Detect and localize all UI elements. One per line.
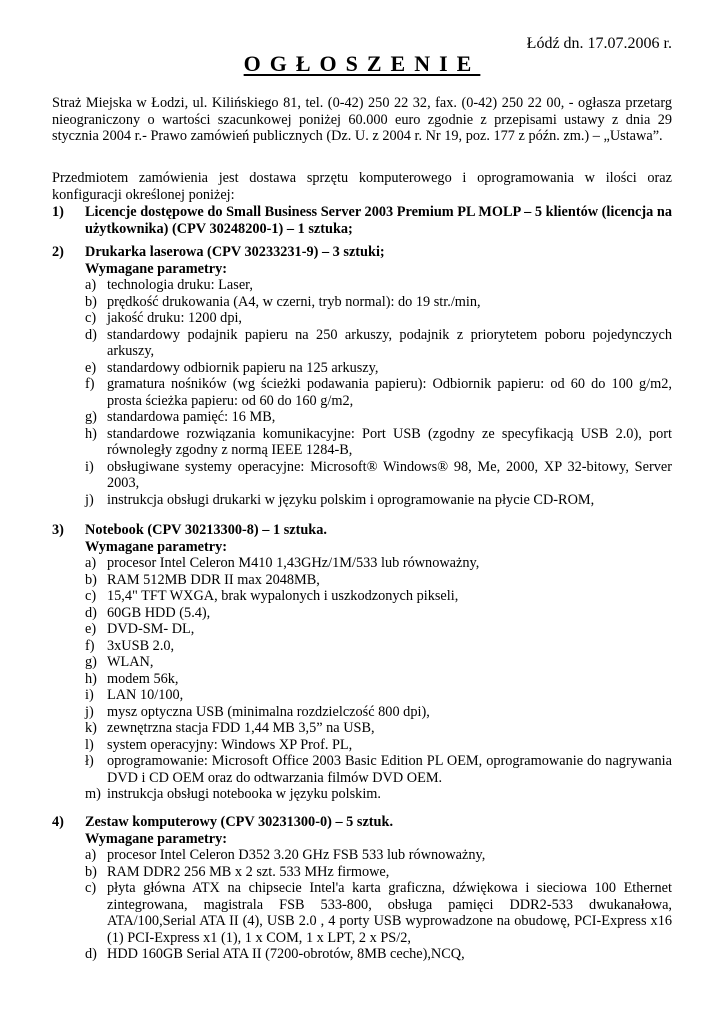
list-item [85,737,672,754]
item-label: b) [85,293,97,310]
item-label: g) [85,409,97,425]
list-item [85,864,672,881]
item-text: oprogramowanie: Microsoft Office 2003 Basic Edition PL OEM, oprogramowanie do nagrywania DVD i CD OEM oraz do odtwarzania filmów DVD OEM. [107,753,672,786]
section-title: Zestaw komputerowy (CPV 30231300-0) – 5 sztuk. [85,814,394,830]
item-text: instrukcja obsługi notebooka w języku polskim. [107,786,381,802]
item-text: procesor Intel Celeron D352 3.20 GHz FSB 533 lub równoważny, [107,847,486,863]
item-text: prędkość drukowania (A4, w czerni, tryb normal): do 19 str./min, [107,293,481,310]
item-label: h) [85,670,97,687]
item-text: WLAN, [107,654,154,670]
item-text: standardowe rozwiązania komunikacyjne: Port USB (zgodny ze specyfikacją USB 2.0), port równoległy zgodny z normą IEEE 1284-B, [107,425,672,458]
list-item [85,492,672,509]
item-label: i) [85,458,94,475]
section-heading [52,522,672,539]
list-item [85,310,672,327]
section-number: 3) [52,522,64,538]
section-number: 1) [52,204,64,220]
item-text: LAN 10/100, [107,687,184,703]
item-label: k) [85,720,97,736]
document-title: OGŁOSZENIE [243,51,481,76]
item-text: HDD 160GB Serial ATA II (7200-obrotów, 8MB ceche),NCQ, [107,946,465,962]
list-item [85,847,672,864]
list-item [85,588,672,605]
item-text: standardowa pamięć: 16 MB, [107,409,276,425]
intro-paragraph: Straż Miejska w Łodzi, ul. Kilińskiego 81, tel. (0-42) 250 22 32, fax. (0-42) 250 22 00, - ogłasza przetarg nieograniczony o wartości szacunkowej poniżej 60.000 euro zgodnie z przepisami ustawy z dnia 29 stycznia 2004 r.- Prawo zamówień publicznych (Dz. U. z 2004 r. Nr 19, poz. 177 z późn. zm.) – „Ustawa”. [52,95,672,144]
item-label: f) [85,637,95,654]
item-label: d) [85,946,97,962]
section-subtitle: Wymagane parametry: [85,260,228,277]
item-label: d) [85,326,97,343]
item-label: c) [85,880,97,896]
item-text: jakość druku: 1200 dpi, [107,310,243,326]
item-label: m) [85,786,101,802]
section-subtitle: Wymagane parametry: [85,538,228,555]
item-label: b) [85,863,97,880]
item-text: standardowy odbiornik papieru na 125 arkuszy, [107,359,379,376]
item-label: ł) [85,753,94,769]
list-item [85,946,672,963]
item-text: procesor Intel Celeron M410 1,43GHz/1M/533 lub równoważny, [107,555,480,571]
list-item [85,880,672,946]
item-text: standardowy podajnik papieru na 250 arkuszy, podajnik z priorytetem poboru pojedynczych arkuszy, [107,326,672,359]
section-heading [52,814,672,831]
list-item [85,376,672,409]
item-text: DVD-SM- DL, [107,621,195,637]
item-label: g) [85,654,97,670]
item-text: mysz optyczna USB (minimalna rozdzielczość 800 dpi), [107,703,430,720]
item-text: technologia druku: Laser, [107,277,253,293]
list-item [85,671,672,688]
list-item [85,753,672,786]
item-text: RAM DDR2 256 MB x 2 szt. 533 MHz firmowe, [107,863,390,880]
item-label: a) [85,847,97,863]
item-label: l) [85,736,94,753]
parameter-list [85,555,672,803]
section-title: Licencje dostępowe do Small Business Server 2003 Premium PL MOLP – 5 klientów (licencja na użytkownika) (CPV 30248200-1) – 1 sztuka; [85,204,672,237]
document-date: Łódź dn. 17.07.2006 r. [526,35,672,52]
list-item [85,277,672,294]
item-label: d) [85,604,97,621]
item-label: c) [85,588,97,604]
section-3 [52,522,672,803]
list-item [85,360,672,377]
section-number: 4) [52,814,64,830]
list-item [85,654,672,671]
item-text: zewnętrzna stacja FDD 1,44 MB 3,5” na USB, [107,720,375,736]
item-label: b) [85,571,97,588]
item-text: instrukcja obsługi drukarki w języku polskim i oprogramowanie na płycie CD-ROM, [107,491,595,508]
section-number: 2) [52,244,64,260]
item-text: 15,4" TFT WXGA, brak wypalonych i uszkodzonych pikseli, [107,588,459,604]
section-heading [52,204,672,237]
list-item [85,704,672,721]
section-subtitle: Wymagane parametry: [85,830,228,847]
item-text: system operacyjny: Windows XP Prof. PL, [107,736,353,753]
item-label: a) [85,555,97,571]
section-4 [52,814,672,963]
item-label: c) [85,310,97,326]
parameter-list [85,847,672,963]
section-heading [52,244,672,261]
list-item [85,426,672,459]
item-text: 3xUSB 2.0, [107,637,175,654]
list-item [85,605,672,622]
item-text: płyta główna ATX na chipsecie Intel'a karta graficzna, dźwiękowa i sieciowa 100 Ethernet zintegrowana, magistrala FSB 533-800, obsługa pamięci DDR2-533 dwukanałowa, ATA/100,Serial ATA II (4), USB 2.0 , 4 porty USB wyprowadzone na obudowę, PCI-Express x16 (1) PCI-Express x1 (1), 1 x COM, 1 x LPT, 2 x PS/2, [107,880,672,946]
list-item [85,786,672,803]
section-title: Drukarka laserowa (CPV 30233231-9) – 3 sztuki; [85,244,385,260]
list-item [85,572,672,589]
parameter-list [85,277,672,508]
list-item [85,327,672,360]
item-label: e) [85,359,97,376]
item-text: 60GB HDD (5.4), [107,604,211,621]
item-text: modem 56k, [107,670,179,687]
list-item [85,720,672,737]
section-1 [52,204,672,237]
item-label: i) [85,687,94,703]
item-label: a) [85,277,97,293]
list-item [85,555,672,572]
list-item [85,687,672,704]
item-label: j) [85,491,94,508]
item-label: j) [85,703,94,720]
subject-paragraph: Przedmiotem zamówienia jest dostawa sprzętu komputerowego i oprogramowania w ilości oraz konfiguracji określonej poniżej: [52,170,672,203]
list-item [85,459,672,492]
item-label: e) [85,621,97,637]
section-2 [52,244,672,508]
item-text: gramatura nośników (wg ścieżki podawania papieru): Odbiornik papieru: od 60 do 100 g/m2, prosta ścieżka papieru: od 60 do 160 g/m2, [107,376,672,409]
item-label: h) [85,425,97,442]
section-title: Notebook (CPV 30213300-8) – 1 sztuka. [85,522,327,538]
item-text: obsługiwane systemy operacyjne: Microsoft® Windows® 98, Me, 2000, XP 32-bitowy, Server 2003, [107,458,672,491]
list-item [85,294,672,311]
item-label: f) [85,376,95,392]
list-item [85,409,672,426]
list-item [85,621,672,638]
list-item [85,638,672,655]
item-text: RAM 512MB DDR II max 2048MB, [107,571,320,588]
